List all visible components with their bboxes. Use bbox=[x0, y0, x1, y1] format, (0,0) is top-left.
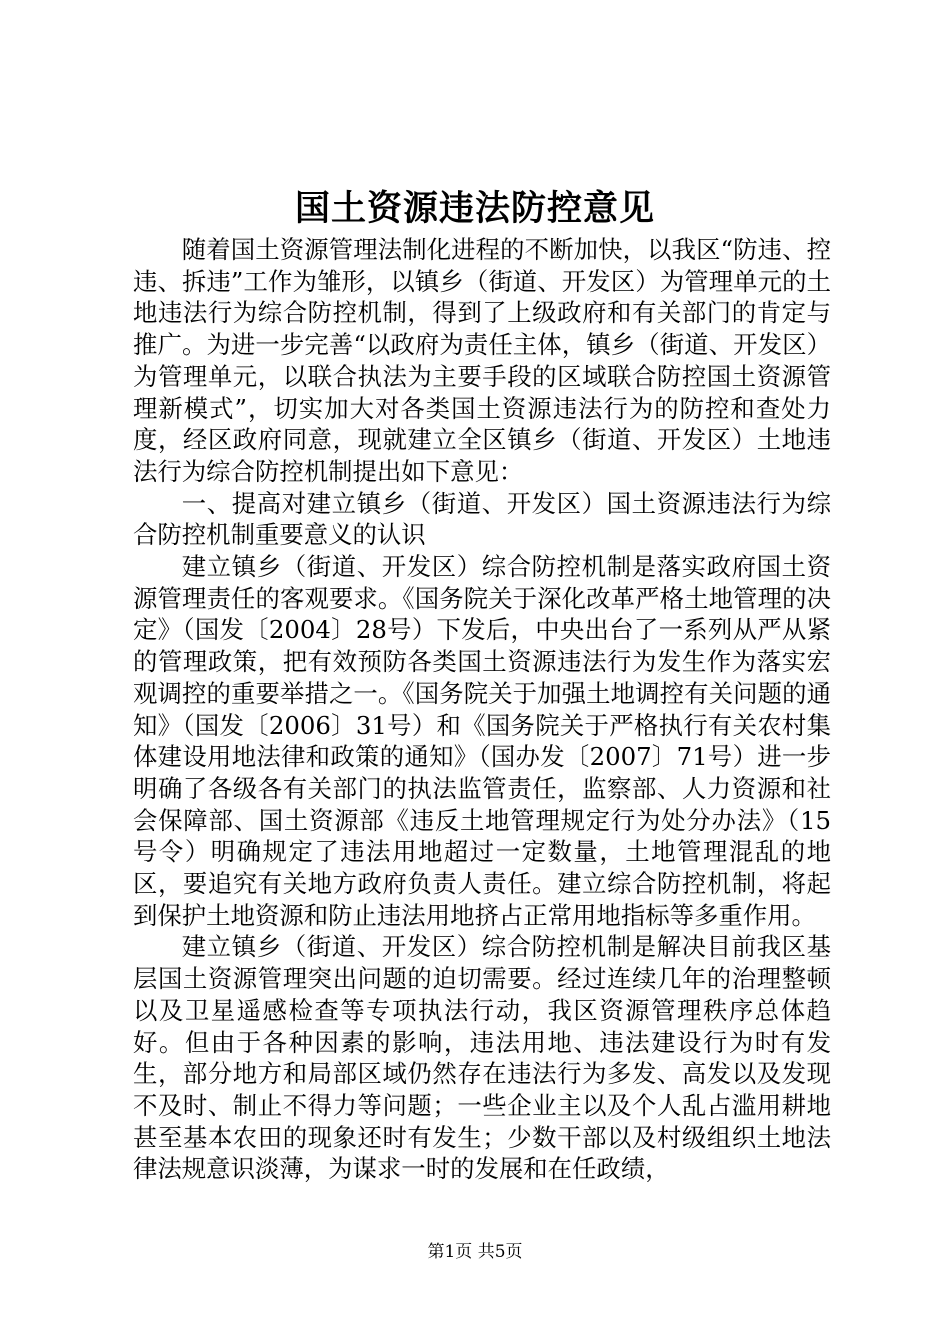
paragraph-intro: 随着国土资源管理法制化进程的不断加快，以我区“防违、控违、拆违”工作为雏形，以镇乡（街道、开发区）为管理单元的土地违法行为综合防控机制，得到了上级政府和有关部门的肯定与推广。为进一步完善“以政府为责任主体，镇乡（街道、开发区）为管理单元，以联合执法为主要手段的区域联合防控国土资源管理新模式”，切实加大对各类国土资源违法行为的防控和查处力度，经区政府同意，现就建立全区镇乡（街道、开发区）土地违法行为综合防控机制提出如下意见： bbox=[133, 235, 831, 486]
paragraph-management-responsibility: 建立镇乡（街道、开发区）综合防控机制是落实政府国土资源管理责任的客观要求。《国务院关于深化改革严格土地管理的决定》（国发〔2004〕28号）下发后，中央出台了一系列从严从紧的管理政策，把有效预防各类国土资源违法行为发生作为落实宏观调控的重要举措之一。《国务院关于加强土地调控有关问题的通知》（国发〔2006〕31号）和《国务院关于严格执行有关农村集体建设用地法律和政策的通知》（国办发〔2007〕71号）进一步明确了各级各有关部门的执法监管责任，监察部、人力资源和社会保障部、国土资源部《违反土地管理规定行为处分办法》（15号令）明确规定了违法用地超过一定数量，土地管理混乱的地区，要追究有关地方政府负责人责任。建立综合防控机制，将起到保护土地资源和防止违法用地挤占正常用地指标等多重作用。 bbox=[133, 552, 831, 930]
page-title: 国土资源违法防控意见 bbox=[294, 188, 655, 229]
document-body bbox=[133, 234, 831, 1185]
section-heading-1: 一、提高对建立镇乡（街道、开发区）国土资源违法行为综合防控机制重要意义的认识 bbox=[133, 488, 831, 550]
paragraph-urgent-need: 建立镇乡（街道、开发区）综合防控机制是解决目前我区基层国土资源管理突出问题的迫切需要。经过连续几年的治理整顿以及卫星遥感检查等专项执法行动，我区资源管理秩序总体趋好。但由于各种因素的影响，违法用地、违法建设行为时有发生，部分地方和局部区域仍然存在违法行为多发、高发以及发现不及时、制止不得力等问题；一些企业主以及个人乱占滥用耕地甚至基本农田的现象还时有发生；少数干部以及村级组织土地法律法规意识淡薄，为谋求一时的发展和在任政绩， bbox=[133, 932, 831, 1184]
page-footer: 第1页 共5页 bbox=[427, 1242, 523, 1262]
